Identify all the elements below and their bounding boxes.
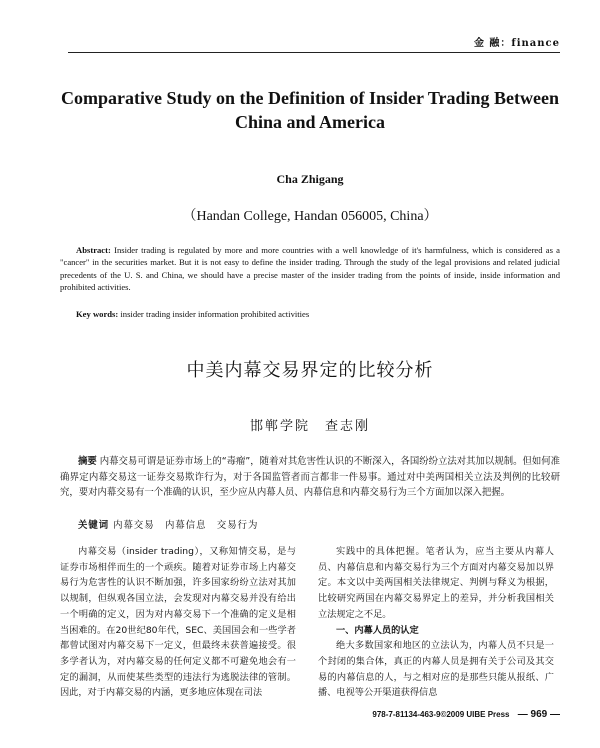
footer-isbn: 978-7-81134-463-9©2009 UIBE Press xyxy=(372,710,510,719)
english-affiliation: （Handan College, Handan 056005, China） xyxy=(182,209,438,224)
page-footer xyxy=(372,709,560,720)
chinese-title: 中美内幕交易界定的比较分析 xyxy=(186,360,434,381)
chinese-keywords-label: 关键词 xyxy=(78,520,110,531)
english-abstract-label: Abstract: xyxy=(76,245,111,255)
english-abstract xyxy=(60,244,560,294)
body-column-left xyxy=(60,544,296,701)
section-heading: 一、内幕人员的认定 xyxy=(336,624,419,636)
body-paragraph: 绝大多数国家和地区的立法认为，内幕人员不只是一个封闭的集合体，真正的内幕人员是拥有关于公司及其交易的内幕信息的人，与之相对应的是那些只能从报纸、广播、电视等公开渠道获得信息 xyxy=(318,640,554,699)
english-author: Cha Zhigang xyxy=(276,172,344,186)
english-keywords-text: insider trading insider information prohibited activities xyxy=(120,309,310,319)
chinese-keywords-text: 内幕交易 内幕信息 交易行为 xyxy=(113,520,259,531)
chinese-abstract-text: 内幕交易可谓是证券市场上的“毒瘤”，随着对其危害性认识的不断深入，各国纷纷立法对其加以规制。但如何准确界定内幕交易这一证券交易欺诈行为，对于各国监管者而言都非一件易事。通过对中美两国相关立法及判例的比较研究，要对内幕交易有一个准确的认识，至少应从内幕人员、内幕信息和内幕交易行为三个方面加以深入把握。 xyxy=(60,456,561,498)
english-keywords-label: Key words: xyxy=(76,309,119,319)
page-number: — 969 — xyxy=(517,709,560,720)
header-rule xyxy=(68,52,560,53)
english-keywords xyxy=(76,309,560,319)
chinese-abstract-label: 摘要 xyxy=(78,456,97,467)
chinese-keywords xyxy=(78,517,560,531)
running-header: 金 融：finance xyxy=(473,38,560,49)
english-title: Comparative Study on the Definition of Insider Trading Between China and America xyxy=(60,88,560,132)
chinese-author: 邯郸学院 查志刚 xyxy=(249,419,370,434)
body-column-right xyxy=(318,544,554,701)
chinese-abstract xyxy=(60,454,560,501)
english-abstract-text: Insider trading is regulated by more and more countries with a well knowledge of it's harmfulness, which is considered as a "cancer" in the securities market. But it is not easy to define the insider trading. Through the study of the legal provisions and related judicial precedents of the U. S. and China, we should have a precise master of the insider trading from the points of inside, inside information and prohibited activities. xyxy=(60,245,560,293)
body-paragraph: 实践中的具体把握。笔者认为，应当主要从内幕人员、内幕信息和内幕交易行为三个方面对内幕交易加以界定。本文以中美两国相关法律规定、判例与释义为根据，比较研究两国在内幕交易界定上的差异，并分析我国相关立法规定之不足。 xyxy=(318,546,554,620)
body-paragraph: 内幕交易（insider trading），又称知情交易，是与证券市场相伴而生的一个顽疾。随着对证券市场上内幕交易行为危害性的认识不断加强，许多国家纷纷立法对其加以规制，但纵观各国立法，会发现对内幕交易并没有给出一个明确的定义，因为对内幕交易下一个准确的定义是相当困难的。在20世纪80年代，SEC、美国国会和一些学者都曾试图对内幕交易下一定义，但最终未获普遍接受。很多学者认为，对内幕交易的任何定义都不可避免地会有一定的漏洞，从而使某些类型的违法行为逃脱法律的管制。因此，对于内幕交易的内涵，更多地应体现在司法 xyxy=(60,546,296,699)
